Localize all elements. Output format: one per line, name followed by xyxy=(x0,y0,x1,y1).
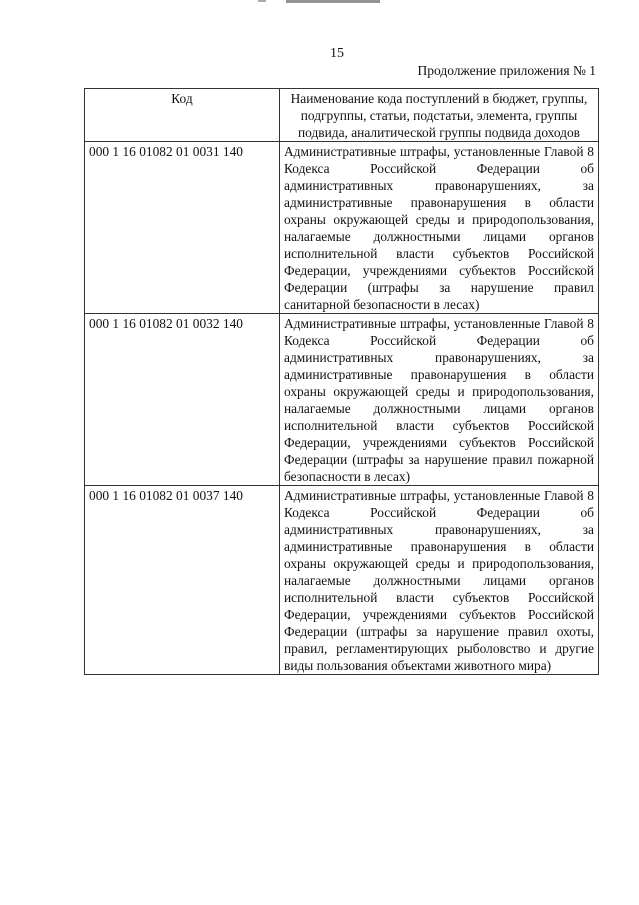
scan-artifact xyxy=(286,0,380,3)
row-code: 000 1 16 01082 01 0032 140 xyxy=(85,314,280,486)
table-row xyxy=(85,314,599,486)
header-name: Наименование кода поступлений в бюджет, группы, подгруппы, статьи, подстатьи, элемента, группы подвида, аналитической группы подвида доходов xyxy=(280,89,599,142)
header-code: Код xyxy=(85,89,280,142)
appendix-continuation-note: Продолжение приложения № 1 xyxy=(417,63,596,78)
page-number: 15 xyxy=(330,46,344,61)
row-description: Административные штрафы, установленные Главой 8 Кодекса Российской Федерации об административных правонарушениях, за административные правонарушения в области охраны окружающей среды и природопользования, налагаемые должностными лицами органов исполнительной власти субъектов Российской Федерации, учреждениями субъектов Российской Федерации (штрафы за нарушение правил охоты, правил, регламентирующих рыболовство и другие виды пользования объектами животного мира) xyxy=(280,486,599,675)
row-description: Административные штрафы, установленные Главой 8 Кодекса Российской Федерации об административных правонарушениях, за административные правонарушения в области охраны окружающей среды и природопользования, налагаемые должностными лицами органов исполнительной власти субъектов Российской Федерации, учреждениями субъектов Российской Федерации (штрафы за нарушение правил санитарной безопасности в лесах) xyxy=(280,142,599,314)
row-code: 000 1 16 01082 01 0037 140 xyxy=(85,486,280,675)
scan-artifact xyxy=(258,0,266,2)
table-row xyxy=(85,142,599,314)
table-row xyxy=(85,486,599,675)
revenue-codes-table xyxy=(84,88,599,675)
table-header-row xyxy=(85,89,599,142)
row-description: Административные штрафы, установленные Главой 8 Кодекса Российской Федерации об административных правонарушениях, за административные правонарушения в области охраны окружающей среды и природопользования, налагаемые должностными лицами органов исполнительной власти субъектов Российской Федерации, учреждениями субъектов Российской Федерации (штрафы за нарушение правил пожарной безопасности в лесах) xyxy=(280,314,599,486)
row-code: 000 1 16 01082 01 0031 140 xyxy=(85,142,280,314)
